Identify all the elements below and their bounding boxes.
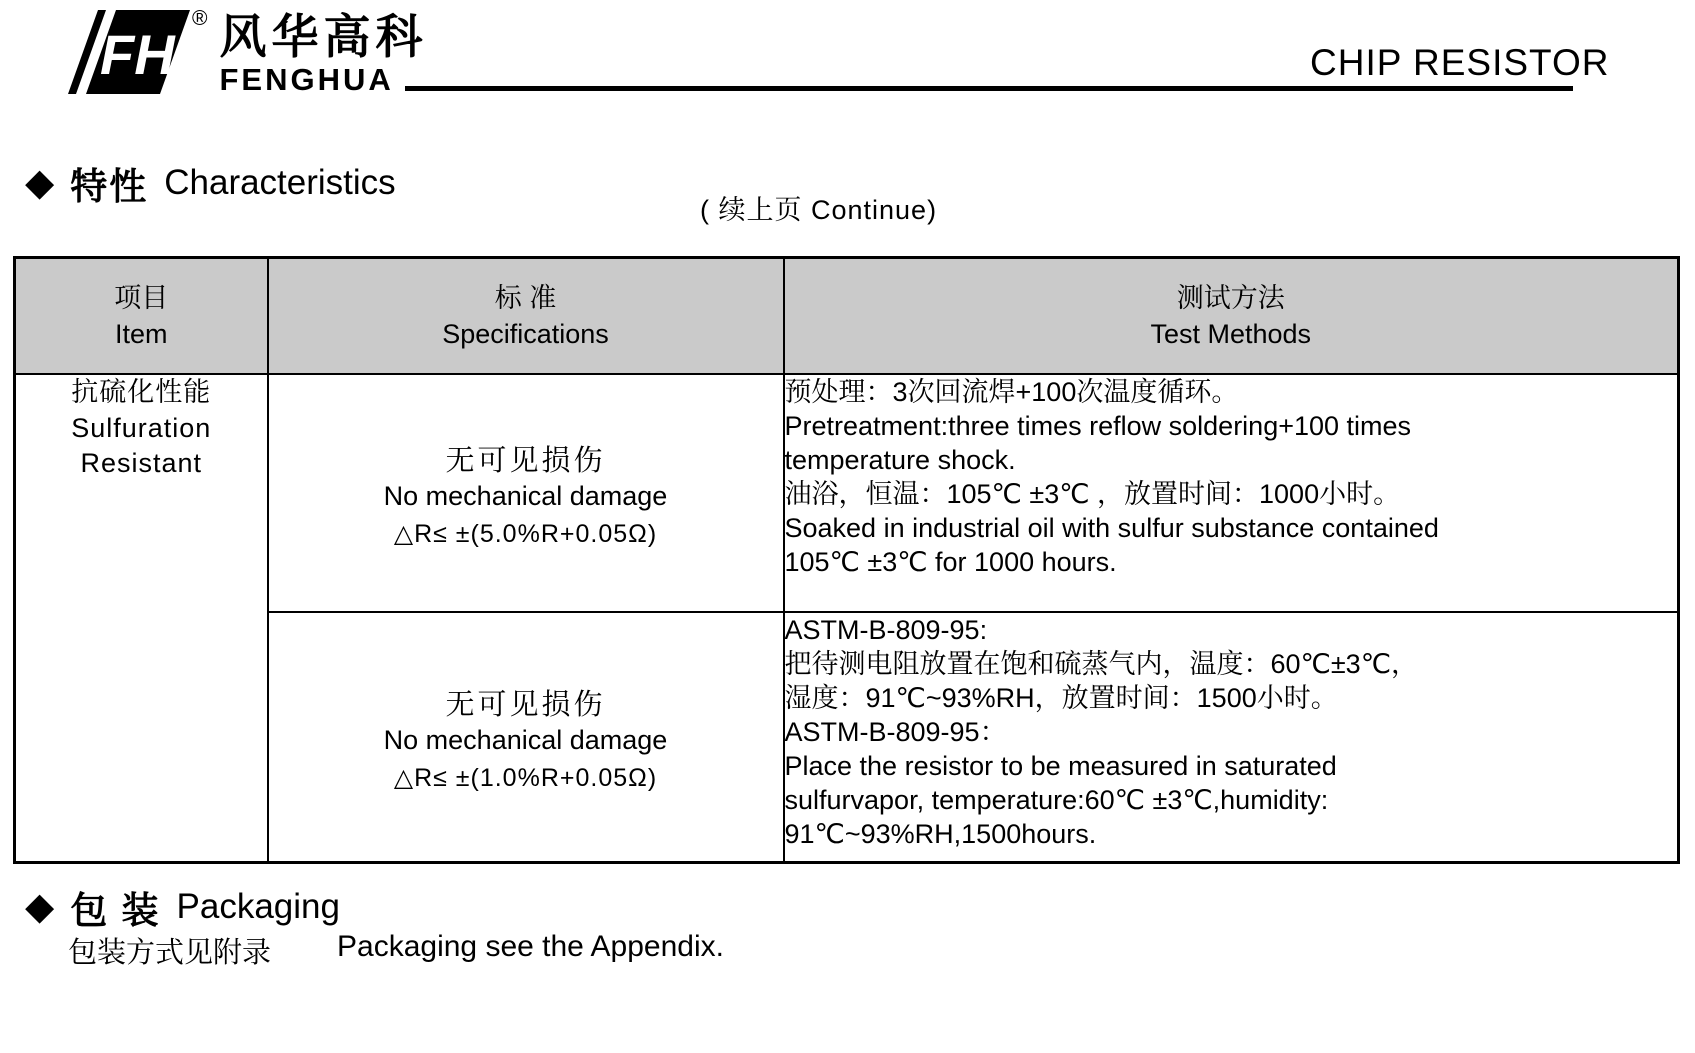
diamond-bullet-icon: ◆ xyxy=(25,162,55,204)
method-line: ASTM-B-809-95： xyxy=(784,717,1007,747)
col-header-specifications xyxy=(268,258,784,375)
characteristics-table xyxy=(13,256,1680,864)
table-header-row xyxy=(15,258,1679,375)
continue-note: ( 续上页 Continue) xyxy=(700,195,938,225)
packaging-heading xyxy=(25,880,340,934)
item-label-cn: 抗硫化性能 xyxy=(71,377,212,407)
method-line: 91℃~93%RH,1500hours. xyxy=(784,819,1097,849)
col-header-item-en: Item xyxy=(114,319,168,349)
spec-formula: △R≤ ±(5.0%R+0.05Ω) xyxy=(393,519,658,548)
characteristics-heading xyxy=(25,156,396,210)
spec-formula: △R≤ ±(1.0%R+0.05Ω) xyxy=(393,763,658,792)
spec-cn: 无可见损伤 xyxy=(445,688,606,721)
registered-trademark-icon: ® xyxy=(192,7,208,30)
spec-en: No mechanical damage xyxy=(383,724,668,755)
method-line: ASTM-B-809-95: xyxy=(784,615,988,645)
col-header-item-cn: 项目 xyxy=(114,282,169,313)
col-header-test-methods-en: Test Methods xyxy=(1150,319,1312,349)
characteristics-heading-en: Characteristics xyxy=(164,163,396,202)
method-line: Soaked in industrial oil with sulfur substance contained xyxy=(784,513,1439,543)
svg-text:FH: FH xyxy=(100,23,175,86)
item-cell xyxy=(15,374,268,863)
method-line: 预处理：3次回流焊+100次温度循环。 xyxy=(784,377,1239,407)
packaging-heading-en: Packaging xyxy=(176,887,340,926)
col-header-test-methods xyxy=(784,258,1679,375)
method-line: temperature shock. xyxy=(784,445,1016,475)
method-line: 把待测电阻放置在饱和硫蒸气内，温度：60℃±3℃， xyxy=(784,649,1419,679)
method-cell-row2 xyxy=(784,612,1679,863)
spec-cn: 无可见损伤 xyxy=(445,444,606,477)
brand-name-en: FENGHUA xyxy=(219,62,394,98)
page-title: CHIP RESISTOR xyxy=(1310,42,1610,83)
item-label-en-1: Sulfuration xyxy=(71,412,212,443)
spec-cell-row2 xyxy=(268,612,784,863)
brand-name-cn: 风华高科 xyxy=(219,10,428,63)
method-cell-row1 xyxy=(784,374,1679,612)
spec-cell-row1 xyxy=(268,374,784,612)
col-header-test-methods-cn: 测试方法 xyxy=(1176,282,1285,313)
table-row xyxy=(15,374,1679,612)
method-line: Place the resistor to be measured in saturated xyxy=(784,751,1337,781)
method-line: 湿度：91℃~93%RH，放置时间：1500小时。 xyxy=(784,683,1338,713)
brand-block xyxy=(66,8,427,101)
packaging-heading-cn: 包 装 xyxy=(70,890,161,931)
item-label-en-2: Resistant xyxy=(80,448,203,479)
method-line: Pretreatment:three times reflow soldering+100 times xyxy=(784,411,1412,441)
packaging-note xyxy=(68,930,724,971)
packaging-note-en: Packaging see the Appendix. xyxy=(337,930,724,963)
brand-names xyxy=(219,12,427,98)
characteristics-heading-cn: 特性 xyxy=(70,166,149,207)
method-line: 105℃ ±3℃ for 1000 hours. xyxy=(784,547,1117,577)
fenghua-logo-mark xyxy=(66,8,190,101)
diamond-bullet-icon: ◆ xyxy=(25,886,55,928)
method-line: sulfurvapor, temperature:60℃ ±3℃,humidity: xyxy=(784,785,1329,815)
header-rule xyxy=(405,86,1573,91)
col-header-specifications-cn: 标 准 xyxy=(494,282,557,313)
spec-en: No mechanical damage xyxy=(383,480,668,511)
col-header-item xyxy=(15,258,268,375)
method-line: 油浴，恒温：105℃ ±3℃ ，放置时间：1000小时。 xyxy=(784,479,1401,509)
packaging-note-cn: 包装方式见附录 xyxy=(68,937,272,969)
col-header-specifications-en: Specifications xyxy=(442,319,609,349)
